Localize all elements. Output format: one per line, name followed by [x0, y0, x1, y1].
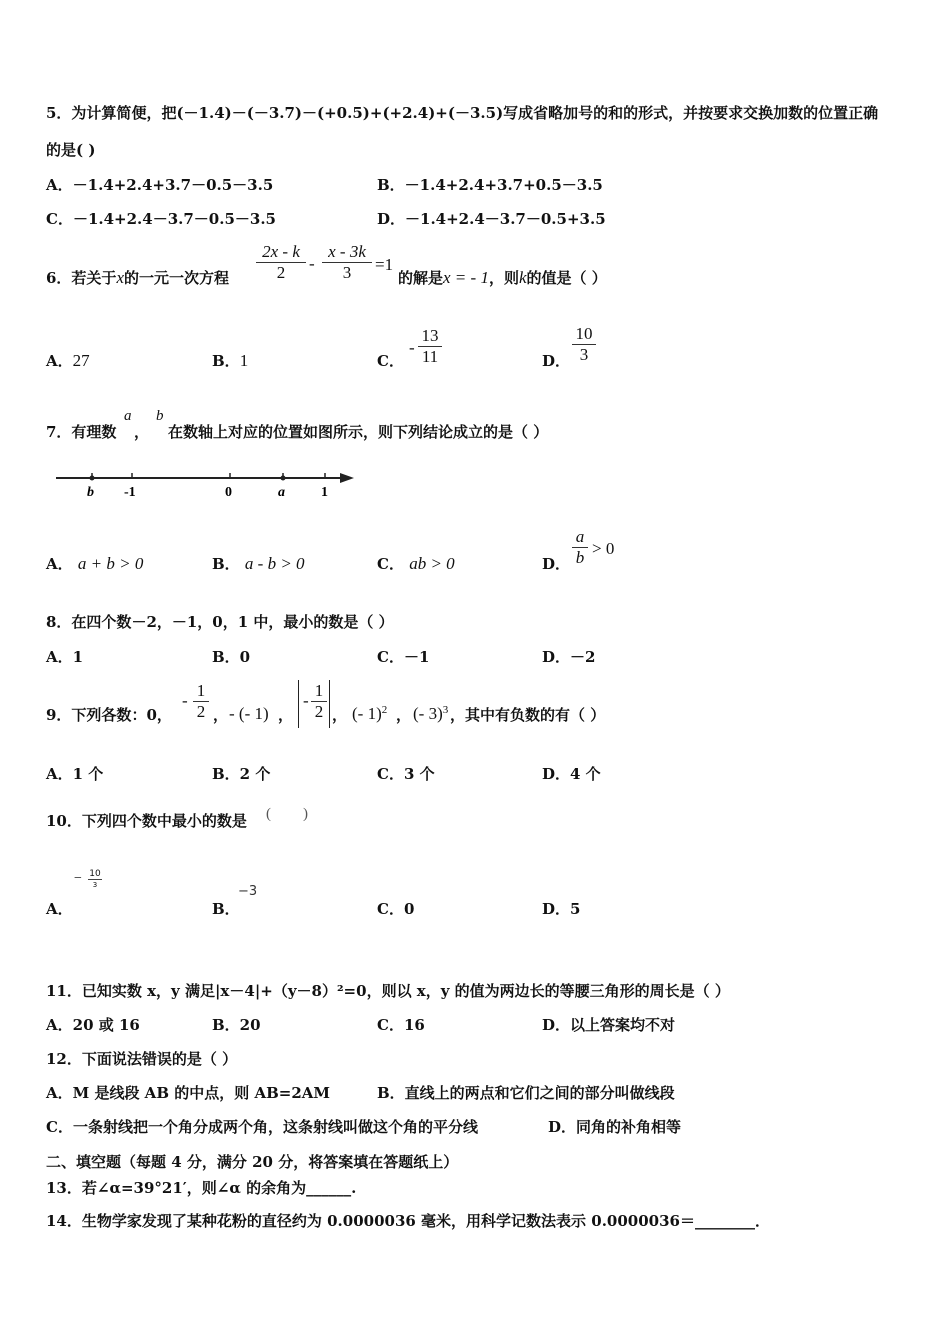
- q6-after-text: 的解是: [398, 269, 444, 287]
- point-b: [90, 476, 95, 481]
- q8-option-d: D．－2: [542, 648, 596, 666]
- q7-b-expr: a - b > 0: [244, 554, 305, 573]
- q9-n4-exponent: 2: [381, 704, 388, 716]
- q9-n1-sign: -: [182, 691, 188, 710]
- q5-stem-line2: 的是( ): [46, 141, 96, 159]
- q7-b-label: B．: [212, 555, 240, 573]
- q6-frac2-numerator: x - 3k: [328, 242, 366, 261]
- q5-option-b: B．－1.4+2.4+3.7+0.5－3.5: [377, 176, 603, 194]
- q10-option-a-fraction: [88, 869, 102, 890]
- axis-label-minus-1: -1: [124, 485, 136, 500]
- q9-option-b: B．2 个: [212, 765, 271, 783]
- q9-n1-fraction: [193, 681, 209, 722]
- q7-d-numerator: a: [575, 527, 585, 546]
- q9-option-a: A．1 个: [46, 765, 104, 783]
- q7-c-expr: ab > 0: [409, 554, 455, 573]
- q7-option-d-label: D．: [542, 555, 571, 573]
- q6-fraction-1: [256, 242, 306, 283]
- q9-abs-bar-left: [298, 680, 299, 728]
- q6-then-text: ，则: [488, 269, 519, 287]
- q6-option-c-sign: -: [409, 338, 415, 357]
- axis-label-a: a: [278, 485, 285, 500]
- q9-n1-denominator: 2: [196, 702, 206, 721]
- q10-stem: 10．下列四个数中最小的数是: [46, 812, 247, 830]
- q12-option-c: C．一条射线把一个角分成两个角，这条射线叫做这个角的平分线: [46, 1118, 478, 1136]
- q9-n2: - (- 1): [229, 704, 269, 723]
- q7-var-a: a: [124, 408, 132, 424]
- q6-b-value: 1: [239, 351, 249, 370]
- q6-equals: =1: [375, 255, 394, 274]
- q9-n3-numerator: 1: [314, 681, 324, 700]
- q7-a-label: A．: [46, 555, 73, 573]
- axis-label-b: b: [87, 485, 94, 500]
- q9-sep3: ，: [332, 706, 348, 724]
- q6-d-numerator: 10: [575, 324, 593, 343]
- q7-option-d-fraction: [572, 527, 588, 568]
- q13-stem: 13．若∠α=39°21′，则∠α 的余角为______.: [46, 1179, 357, 1197]
- q5-option-c: C．－1.4+2.4－3.7－0.5－3.5: [46, 210, 276, 228]
- q6-a-value: 27: [72, 351, 90, 370]
- q6-frac1-denominator: 2: [276, 263, 286, 282]
- q5-stem-line1: 5．为计算简便，把(－1.4)－(－3.7)－(+0.5)+(+2.4)+(－3.5)写成省略加号的和的形式，并按要求交换加数的位置正确: [46, 104, 879, 122]
- q7-option-a: [46, 553, 143, 574]
- q10-option-d: D．5: [542, 900, 581, 918]
- q9-stem-tail: ，其中有负数的有（ ）: [450, 706, 606, 724]
- q7-a-expr: a + b > 0: [77, 554, 144, 573]
- q6-var-k: k: [518, 268, 527, 287]
- q6-option-c-label: C．: [377, 352, 404, 370]
- q6-stem-prefix: [46, 267, 229, 288]
- q9-n3-denominator: 2: [314, 702, 324, 721]
- q9-abs-bar-right: [329, 680, 330, 728]
- q9-n4: [352, 704, 387, 724]
- q10-a-numerator: 10: [89, 869, 101, 879]
- q9-n1-numerator: 1: [196, 681, 206, 700]
- q11-option-d: D．以上答案均不对: [542, 1016, 676, 1034]
- q10-option-b-value: −3: [238, 884, 258, 899]
- axis-label-0: 0: [225, 485, 232, 500]
- q6-option-d-fraction: [572, 324, 596, 365]
- point-a: [281, 476, 286, 481]
- section2-heading: 二、填空题（每题 4 分，满分 20 分，将答案填在答题纸上）: [46, 1153, 459, 1171]
- q8-option-a: A．1: [46, 648, 84, 666]
- q6-c-numerator: 13: [421, 326, 439, 345]
- q9-n4-base: (- 1): [352, 704, 382, 723]
- q7-var-b: b: [156, 408, 164, 424]
- q6-b-label: B．: [212, 352, 240, 370]
- q9-stem-prefix: 9．下列各数：0，: [46, 706, 172, 724]
- q9-option-d: D．4 个: [542, 765, 601, 783]
- q6-prefix-text: 6．若关于: [46, 269, 117, 287]
- q7-c-label: C．: [377, 555, 404, 573]
- q6-frac1-numerator: 2x - k: [262, 242, 300, 261]
- q6-frac2-denominator: 3: [342, 263, 352, 282]
- q6-stem-suffix: [398, 267, 607, 288]
- q10-option-b-label: B．: [212, 900, 240, 918]
- q6-a-label: A．: [46, 352, 73, 370]
- q7-comma: ，: [134, 423, 150, 441]
- q11-option-a: A．20 或 16: [46, 1016, 140, 1034]
- axis-label-1: 1: [321, 485, 328, 500]
- q5-option-a: A．－1.4+2.4+3.7－0.5－3.5: [46, 176, 274, 194]
- q10-option-c: C．0: [377, 900, 415, 918]
- q9-n3-sign: -: [303, 691, 309, 710]
- q12-stem: 12．下面说法错误的是（ ）: [46, 1050, 238, 1068]
- q5-option-d: D．－1.4+2.4－3.7－0.5+3.5: [377, 210, 606, 228]
- q7-option-c: [377, 553, 455, 574]
- q10-paren-right: ): [303, 806, 308, 822]
- q9-n3-fraction: [311, 681, 327, 722]
- q12-option-d: D．同角的补角相等: [548, 1118, 682, 1136]
- q6-d-denominator: 3: [579, 345, 589, 364]
- q8-option-b: B．0: [212, 648, 251, 666]
- q10-a-denominator: 3: [92, 881, 98, 889]
- q6-minus: -: [309, 254, 315, 273]
- q11-option-b: B．20: [212, 1016, 261, 1034]
- q12-option-a: A．M 是线段 AB 的中点，则 AB=2AM: [46, 1084, 331, 1102]
- q6-option-a: [46, 350, 90, 371]
- q9-sep4: ，: [396, 706, 412, 724]
- q7-option-d-tail: > 0: [592, 539, 615, 558]
- q8-option-c: C．－1: [377, 648, 430, 666]
- q10-option-a-label: A．: [46, 900, 73, 918]
- q9-n5-exponent: 3: [442, 704, 449, 716]
- q9-n5: [413, 704, 448, 724]
- q6-fraction-2: [322, 242, 372, 283]
- q14-stem: 14．生物学家发现了某种花粉的直径约为 0.0000036 毫米，用科学记数法表示 0.0000036＝________．: [46, 1212, 770, 1230]
- q7-stem-prefix: 7．有理数: [46, 423, 117, 441]
- q6-tail-text: 的值是（ ）: [526, 269, 607, 287]
- q6-var-x: x: [116, 268, 124, 287]
- number-line-diagram: [52, 464, 362, 504]
- q6-option-c-fraction: [418, 326, 442, 367]
- q7-d-denominator: b: [575, 548, 585, 567]
- q6-solution: x = - 1: [443, 268, 489, 287]
- q9-option-c: C．3 个: [377, 765, 435, 783]
- q6-option-b: [212, 350, 248, 371]
- q7-stem-tail: 在数轴上对应的位置如图所示，则下列结论成立的是（ ）: [168, 423, 549, 441]
- q10-option-a-sign: −: [74, 871, 82, 886]
- q9-n5-base: (- 3): [413, 704, 443, 723]
- q6-mid-text: 的一元一次方程: [123, 269, 229, 287]
- q6-c-denominator: 11: [421, 347, 439, 366]
- q7-option-b: [212, 553, 305, 574]
- q9-sep1: ，: [213, 706, 229, 724]
- q6-option-d-label: D．: [542, 352, 571, 370]
- q10-paren-left: (: [266, 806, 271, 822]
- q9-sep2: ，: [278, 706, 294, 724]
- q8-stem: 8．在四个数－2，－1，0，1 中，最小的数是（ ）: [46, 613, 394, 631]
- q11-option-c: C．16: [377, 1016, 425, 1034]
- q11-stem: 11．已知实数 x，y 满足|x－4|+（y－8）²=0，则以 x，y 的值为两边长的等腰三角形的周长是（ ）: [46, 982, 730, 1000]
- number-line-arrow-icon: [340, 473, 354, 483]
- q12-option-b: B．直线上的两点和它们之间的部分叫做线段: [377, 1084, 675, 1102]
